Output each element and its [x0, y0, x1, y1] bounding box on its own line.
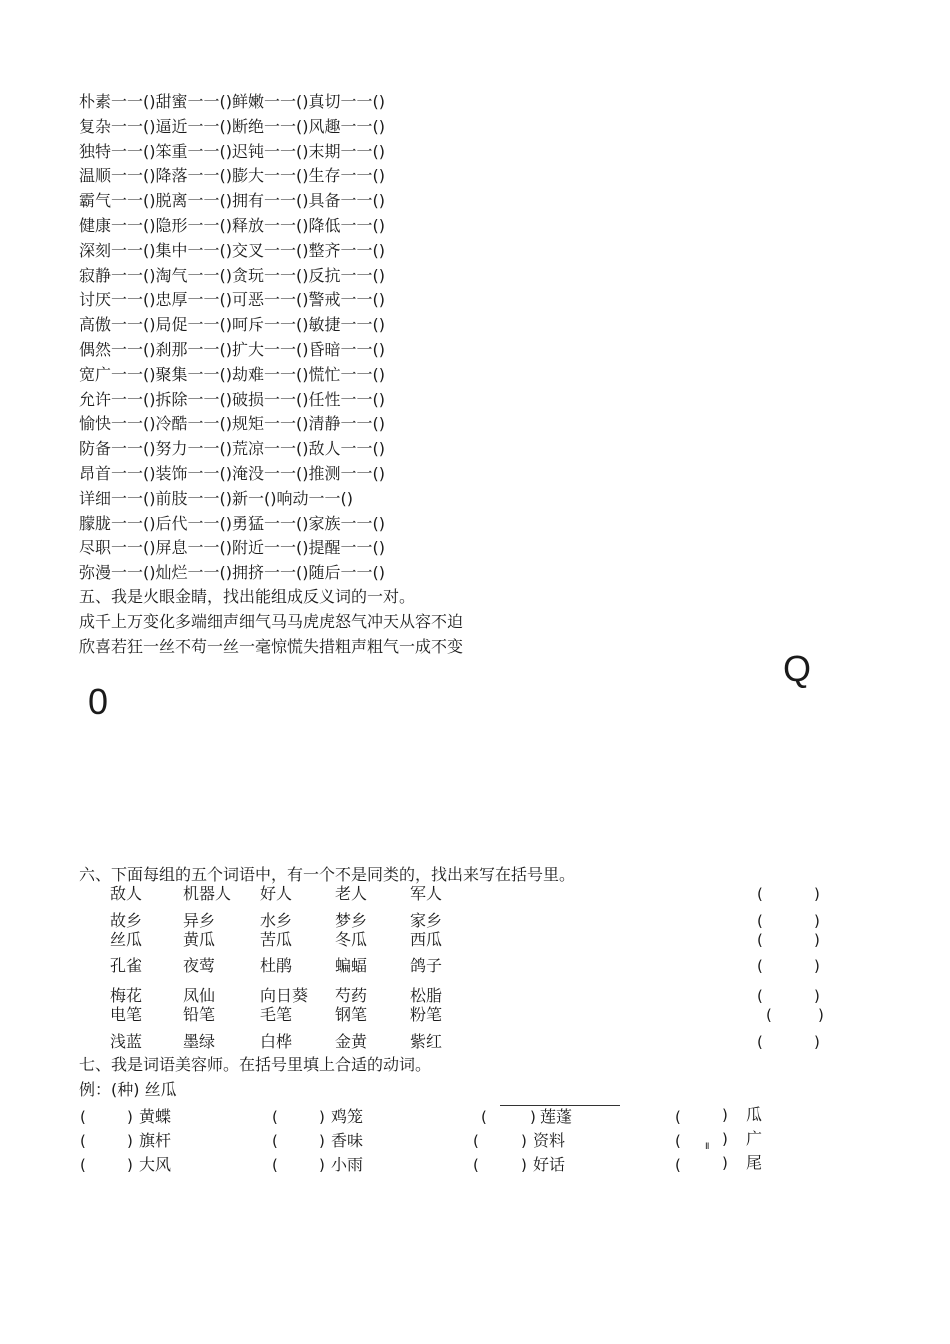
answer-paren-open[interactable]: (: [757, 1033, 763, 1051]
fill-paren-open[interactable]: (: [473, 1132, 479, 1150]
fill-paren-open[interactable]: (: [272, 1132, 278, 1150]
fill-word: 鸡笼: [331, 1107, 364, 1126]
answer-paren-close: ): [818, 1006, 824, 1024]
group-word: 梅花: [110, 986, 143, 1005]
fill-paren-close: ): [521, 1132, 527, 1150]
fill-paren-open[interactable]: (: [481, 1108, 487, 1126]
group-word: 墨绿: [183, 1032, 216, 1051]
fill-word: 瓜: [746, 1105, 763, 1124]
group-word: 松脂: [410, 986, 443, 1005]
answer-paren-close: ): [814, 885, 820, 903]
answer-paren-close: ): [814, 931, 820, 949]
group-word: 丝瓜: [110, 930, 143, 949]
group-word: 家乡: [410, 911, 443, 930]
group-word: 浅蓝: [110, 1032, 143, 1051]
group-word: 苦瓜: [260, 930, 293, 949]
fill-word: 旗杆: [139, 1131, 172, 1150]
antonym-line: 弥漫一一()灿烂一一()拥挤一一()随后一一(): [79, 563, 385, 583]
antonym-line: 允许一一()拆除一一()破损一一()任性一一(): [79, 389, 385, 409]
group-word: 西瓜: [410, 930, 443, 949]
fill-word: 莲蓬: [540, 1107, 573, 1126]
group-word: 军人: [410, 884, 443, 903]
antonym-line: 讨厌一一()忠厚一一()可恶一一()警戒一一(): [79, 290, 385, 310]
fill-paren-close: ): [530, 1108, 536, 1126]
stray-q-mark: Q: [783, 648, 812, 689]
group-word: 故乡: [110, 911, 143, 930]
fill-word: 香味: [331, 1131, 364, 1150]
antonym-line: 宽广一一()聚集一一()劫难一一()慌忙一一(): [79, 364, 385, 384]
group-word: 夜莺: [183, 956, 216, 975]
answer-paren-open[interactable]: (: [757, 957, 763, 975]
group-word: 向日葵: [260, 986, 309, 1005]
antonym-line: 偶然一一()刹那一一()扩大一一()昏暗一一(): [79, 340, 385, 359]
answer-paren-open[interactable]: (: [766, 1006, 772, 1024]
fill-paren-open[interactable]: (: [80, 1132, 86, 1150]
fill-word: 黄蝶: [139, 1107, 172, 1126]
fill-paren-close: ): [127, 1108, 133, 1126]
fill-paren-open[interactable]: (: [675, 1108, 681, 1126]
antonym-line: 尽职一一()屏息一一()附近一一()提醒一一(): [79, 538, 385, 558]
group-word: 敌人: [110, 884, 143, 903]
fill-paren-close: ): [722, 1130, 728, 1148]
antonym-line: 深刻一一()集中一一()交叉一一()整齐一一(): [79, 240, 385, 260]
answer-paren-close: ): [814, 957, 820, 975]
divider-line: [500, 1105, 620, 1106]
fill-paren-close: ): [127, 1156, 133, 1174]
group-word: 粉笔: [410, 1005, 443, 1024]
stray-zero-mark: 0: [88, 681, 109, 722]
section-5-words-line-1: 成千上万变化多端细声细气马马虎虎怒气冲天从容不迫: [79, 612, 464, 631]
group-word: 杜鹃: [260, 956, 293, 975]
group-word: 蝙蝠: [335, 956, 368, 975]
group-word: 水乡: [260, 911, 293, 930]
answer-paren-open[interactable]: (: [757, 931, 763, 949]
fill-paren-close: ): [127, 1132, 133, 1150]
antonym-line: 朴素一一()甜蜜一一()鲜嫩一一()真切一一(): [79, 92, 385, 111]
group-word: 芍药: [335, 986, 368, 1005]
fill-paren-close: ): [319, 1156, 325, 1174]
antonym-line: 寂静一一()淘气一一()贪玩一一()反抗一一(): [79, 265, 385, 285]
answer-paren-close: ): [814, 987, 820, 1005]
fill-paren-close: ): [521, 1156, 527, 1174]
answer-paren-open[interactable]: (: [757, 912, 763, 930]
group-word: 异乡: [183, 911, 216, 930]
stray-mark: Ⅱ: [705, 1142, 710, 1152]
antonym-line: 昂首一一()装饰一一()淹没一一()推测一一(): [79, 464, 385, 483]
fill-paren-open[interactable]: (: [272, 1108, 278, 1126]
section-5-title: 五、我是火眼金睛，找出能组成反义词的一对。: [79, 587, 416, 606]
group-word: 孔雀: [110, 956, 143, 975]
fill-paren-open[interactable]: (: [473, 1156, 479, 1174]
section-6-title: 六、下面每组的五个词语中，有一个不是同类的，找出来写在括号里。: [79, 865, 576, 884]
fill-word: 资料: [533, 1131, 566, 1150]
fill-paren-close: ): [722, 1106, 728, 1124]
fill-word: 小雨: [331, 1155, 364, 1174]
group-word: 机器人: [183, 884, 232, 903]
antonym-line: 防备一一()努力一一()荒凉一一()敌人一一(): [79, 439, 385, 459]
fill-paren-open[interactable]: (: [80, 1108, 86, 1126]
group-word: 铅笔: [183, 1005, 216, 1024]
fill-paren-close: ): [319, 1132, 325, 1150]
antonym-line: 高傲一一()局促一一()呵斥一一()敏捷一一(): [79, 315, 385, 335]
fill-word: 大风: [139, 1155, 172, 1174]
fill-paren-open[interactable]: (: [675, 1132, 681, 1150]
section-7-title: 七、我是词语美容师。在括号里填上合适的动词。: [79, 1055, 432, 1074]
fill-paren-open[interactable]: (: [272, 1156, 278, 1174]
group-word: 冬瓜: [335, 930, 368, 949]
fill-paren-close: ): [722, 1154, 728, 1172]
section-7-example: 例：(种) 丝瓜: [79, 1080, 177, 1099]
fill-paren-open[interactable]: (: [675, 1156, 681, 1174]
fill-word: 尾: [746, 1153, 763, 1172]
group-word: 黄瓜: [183, 930, 216, 949]
fill-paren-open[interactable]: (: [80, 1156, 86, 1174]
group-word: 梦乡: [335, 911, 368, 930]
group-word: 好人: [260, 884, 293, 903]
group-word: 钢笔: [335, 1005, 368, 1024]
group-word: 电笔: [110, 1005, 143, 1024]
section-5-words-line-2: 欣喜若狂一丝不苟一丝一毫惊慌失措粗声粗气一成不变: [79, 637, 464, 656]
antonym-line: 朦胧一一()后代一一()勇猛一一()家族一一(): [79, 513, 385, 533]
fill-word: 广: [746, 1129, 763, 1148]
answer-paren-close: ): [814, 912, 820, 930]
fill-paren-close: ): [319, 1108, 325, 1126]
answer-paren-open[interactable]: (: [757, 987, 763, 1005]
answer-paren-close: ): [814, 1033, 820, 1051]
group-word: 紫红: [410, 1032, 443, 1051]
group-word: 老人: [335, 884, 368, 903]
fill-word: 好话: [533, 1155, 566, 1174]
group-word: 凤仙: [183, 986, 216, 1005]
answer-paren-open[interactable]: (: [757, 885, 763, 903]
group-word: 毛笔: [260, 1005, 293, 1024]
antonym-line: 复杂一一()逼近一一()断绝一一()风趣一一(): [79, 116, 385, 136]
antonym-line: 霸气一一()脱离一一()拥有一一()具备一一(): [79, 191, 385, 211]
antonym-line: 独特一一()笨重一一()迟钝一一()末期一一(): [79, 141, 385, 161]
antonym-line: 温顺一一()降落一一()膨大一一()生存一一(): [79, 166, 385, 186]
antonym-line: 健康一一()隐形一一()释放一一()降低一一(): [79, 216, 385, 235]
antonym-line: 愉快一一()冷酷一一()规矩一一()清静一一(): [79, 414, 385, 434]
group-word: 白桦: [260, 1032, 293, 1051]
group-word: 金黄: [335, 1032, 368, 1051]
antonym-line: 详细一一()前肢一一()新一()响动一一(): [79, 488, 353, 508]
group-word: 鸽子: [410, 956, 443, 975]
